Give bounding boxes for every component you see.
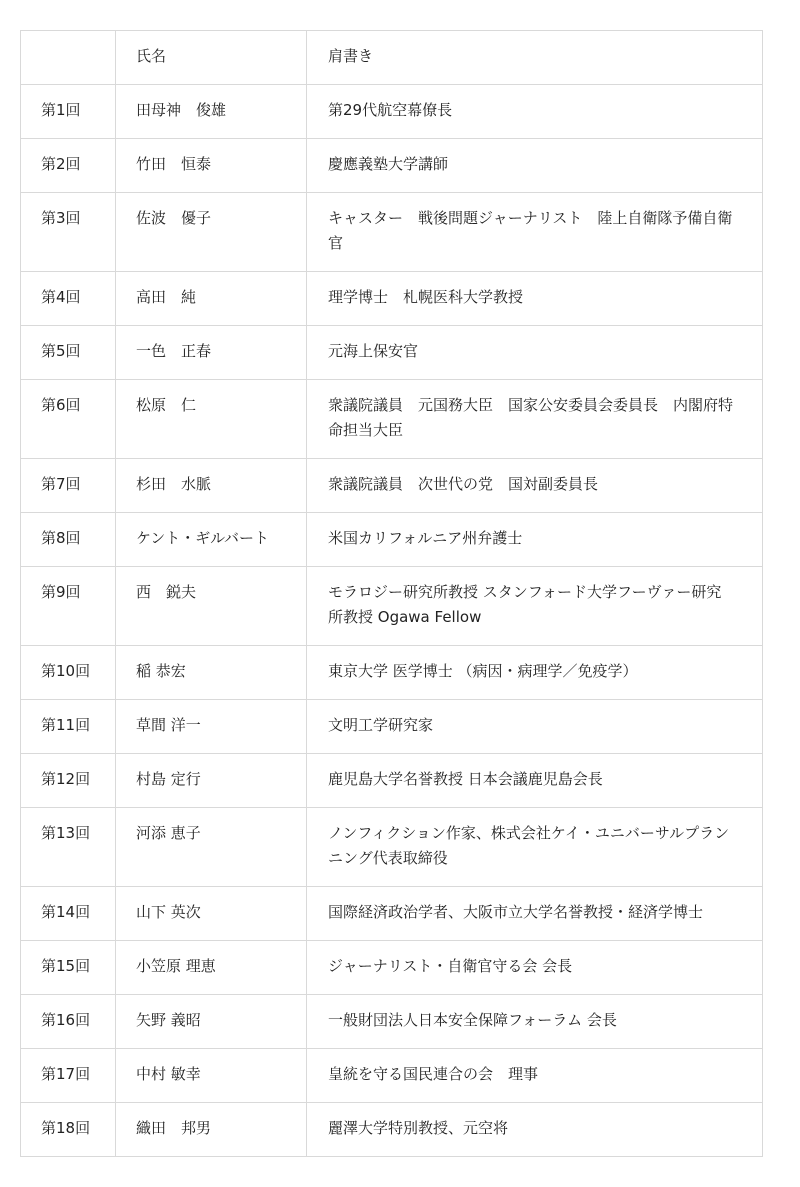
title-cell: 元海上保安官	[307, 326, 763, 380]
header-round-cell	[21, 31, 116, 85]
table-row	[21, 646, 763, 700]
title-cell: 米国カリフォルニア州弁護士	[307, 513, 763, 567]
table-row	[21, 513, 763, 567]
table-row	[21, 995, 763, 1049]
table-row	[21, 808, 763, 887]
table-row	[21, 941, 763, 995]
table-header-row	[21, 31, 763, 85]
round-cell: 第4回	[21, 272, 116, 326]
title-cell: 皇統を守る国民連合の会 理事	[307, 1049, 763, 1103]
table-row	[21, 380, 763, 459]
table-row	[21, 193, 763, 272]
title-cell: キャスター 戦後問題ジャーナリスト 陸上自衛隊予備自衛官	[307, 193, 763, 272]
name-cell: 西 鋭夫	[116, 567, 307, 646]
table-row	[21, 326, 763, 380]
name-cell: 松原 仁	[116, 380, 307, 459]
title-cell: 文明工学研究家	[307, 700, 763, 754]
table-row	[21, 139, 763, 193]
round-cell: 第13回	[21, 808, 116, 887]
round-cell: 第16回	[21, 995, 116, 1049]
title-cell: 第29代航空幕僚長	[307, 85, 763, 139]
round-cell: 第9回	[21, 567, 116, 646]
table-row	[21, 887, 763, 941]
round-cell: 第14回	[21, 887, 116, 941]
round-cell: 第2回	[21, 139, 116, 193]
table-row	[21, 459, 763, 513]
round-cell: 第12回	[21, 754, 116, 808]
name-cell: 山下 英次	[116, 887, 307, 941]
name-cell: 織田 邦男	[116, 1103, 307, 1157]
round-cell: 第5回	[21, 326, 116, 380]
round-cell: 第17回	[21, 1049, 116, 1103]
name-cell: 佐波 優子	[116, 193, 307, 272]
title-cell: 衆議院議員 元国務大臣 国家公安委員会委員長 内閣府特命担当大臣	[307, 380, 763, 459]
title-cell: ジャーナリスト・自衛官守る会 会長	[307, 941, 763, 995]
round-cell: 第10回	[21, 646, 116, 700]
name-cell: 矢野 義昭	[116, 995, 307, 1049]
table-row	[21, 1103, 763, 1157]
name-cell: 高田 純	[116, 272, 307, 326]
title-cell: 鹿児島大学名誉教授 日本会議鹿児島会長	[307, 754, 763, 808]
round-cell: 第15回	[21, 941, 116, 995]
header-name-cell: 氏名	[116, 31, 307, 85]
round-cell: 第7回	[21, 459, 116, 513]
title-cell: 一般財団法人日本安全保障フォーラム 会長	[307, 995, 763, 1049]
table-row	[21, 272, 763, 326]
name-cell: 一色 正春	[116, 326, 307, 380]
title-cell: 理学博士 札幌医科大学教授	[307, 272, 763, 326]
name-cell: 竹田 恒泰	[116, 139, 307, 193]
table-row	[21, 85, 763, 139]
round-cell: 第8回	[21, 513, 116, 567]
name-cell: 小笠原 理恵	[116, 941, 307, 995]
title-cell: ノンフィクション作家、株式会社ケイ・ユニバーサルプランニング代表取締役	[307, 808, 763, 887]
table-row	[21, 754, 763, 808]
name-cell: 杉田 水脈	[116, 459, 307, 513]
name-cell: ケント・ギルバート	[116, 513, 307, 567]
title-cell: 国際経済政治学者、大阪市立大学名誉教授・経済学博士	[307, 887, 763, 941]
title-cell: 東京大学 医学博士 （病因・病理学／免疫学）	[307, 646, 763, 700]
table-row	[21, 700, 763, 754]
name-cell: 河添 恵子	[116, 808, 307, 887]
header-title-cell: 肩書き	[307, 31, 763, 85]
title-cell: 慶應義塾大学講師	[307, 139, 763, 193]
name-cell: 村島 定行	[116, 754, 307, 808]
round-cell: 第3回	[21, 193, 116, 272]
round-cell: 第18回	[21, 1103, 116, 1157]
name-cell: 草間 洋一	[116, 700, 307, 754]
name-cell: 中村 敏幸	[116, 1049, 307, 1103]
speaker-table-container	[20, 30, 762, 1157]
speaker-table	[20, 30, 763, 1157]
name-cell: 田母神 俊雄	[116, 85, 307, 139]
round-cell: 第1回	[21, 85, 116, 139]
title-cell: 麗澤大学特別教授、元空将	[307, 1103, 763, 1157]
title-cell: モラロジー研究所教授 スタンフォード大学フーヴァー研究所教授 Ogawa Fellow	[307, 567, 763, 646]
table-row	[21, 1049, 763, 1103]
table-row	[21, 567, 763, 646]
name-cell: 稲 恭宏	[116, 646, 307, 700]
round-cell: 第11回	[21, 700, 116, 754]
title-cell: 衆議院議員 次世代の党 国対副委員長	[307, 459, 763, 513]
round-cell: 第6回	[21, 380, 116, 459]
